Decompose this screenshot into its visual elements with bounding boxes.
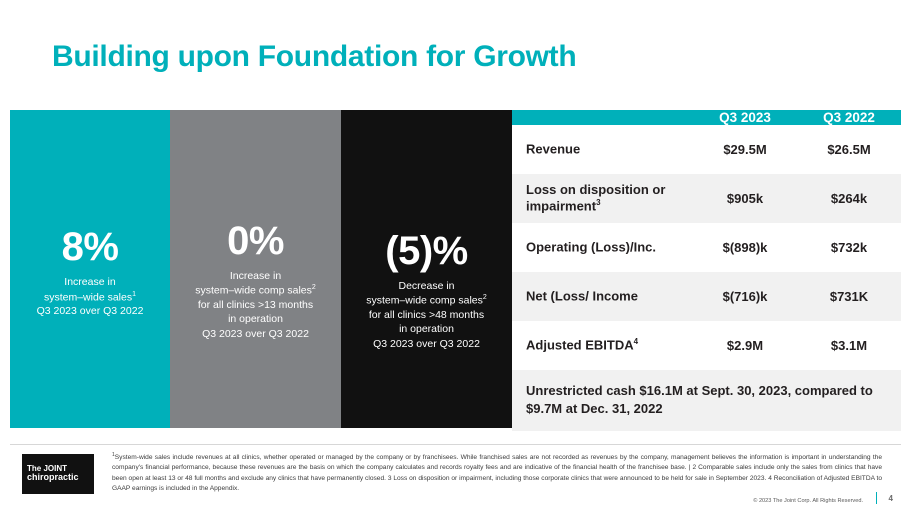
page-title: Building upon Foundation for Growth (52, 40, 577, 73)
row-value-q3-2023: $(898)k (722, 240, 768, 255)
stat-desc-line: for all clinics >48 months (368, 309, 485, 322)
stat-value: (5)% (385, 229, 468, 274)
slide-footer (0, 436, 911, 512)
row-value-q3-2022: $732k (830, 240, 868, 255)
table-row (512, 125, 901, 174)
stat-description (195, 269, 316, 340)
stat-description (366, 279, 487, 350)
copyright-text: © 2023 The Joint Corp. All Rights Reserved. (753, 498, 863, 504)
table-header-q3-2023: Q3 2023 (719, 110, 771, 125)
table-header-q3-2022: Q3 2022 (823, 110, 875, 125)
stat-desc-line: Q3 2023 over Q3 2022 (36, 305, 144, 318)
stat-desc-line: in operation (399, 323, 454, 336)
financials-table (512, 110, 901, 428)
stat-desc-line: in operation (228, 313, 283, 326)
stat-card-comp-sales-48-months (341, 110, 512, 428)
page-number: 4 (888, 494, 893, 503)
row-value-q3-2023: $2.9M (726, 338, 764, 353)
divider (10, 444, 901, 445)
row-label: Revenue (526, 141, 581, 157)
stat-desc-line: Increase in (229, 270, 282, 283)
stat-card-comp-sales-13-months (170, 110, 341, 428)
stat-desc-line: system–wide comp sales$^2$ (366, 294, 487, 307)
stat-value: 0% (227, 219, 284, 264)
stat-desc-line: system–wide sales$^1$ (43, 290, 136, 304)
table-row (512, 272, 901, 321)
table-row (512, 321, 901, 370)
stat-desc-line: Increase in (64, 276, 116, 289)
page-number-divider (876, 492, 877, 504)
table-header-row (512, 110, 901, 125)
table-row (512, 223, 901, 272)
footnotes-text: $^1$System-wide sales include revenues at all clinics, whether operated or managed by the company or by franchisees. While franchised sales are not recorded as revenues by the company, management believes the information is important in understanding the company's financial performance, because these revenues are the basis on which the company calculates and records royalty fees and are indicative of the financial health of the franchisee base. | 2 Comparable sales include only the sales from clinics that have been open at least 13 or 48 full months and exclude any clinics that have permanently closed. 3 Loss on disposition or impairment, including those corporate clinics that were announced to be held for sale in September 2023. 4 Reconciliation of Adjusted EBITDA to GAAP earnings is included in the Appendix. (112, 452, 882, 492)
footnote-marker: 2 (482, 294, 487, 302)
stat-value: 8% (61, 225, 119, 270)
footnote-marker: 1 (132, 290, 136, 298)
row-value-q3-2023: $905k (726, 191, 764, 206)
stat-description (37, 275, 144, 318)
table-row (512, 174, 901, 223)
footnote-marker: 1 (112, 452, 115, 458)
row-value-q3-2023: $29.5M (723, 142, 767, 157)
row-label: Adjusted EBITDA$^4$ (526, 337, 639, 353)
unrestricted-cash-note: Unrestricted cash $16.1M at Sept. 30, 2023, compared to $9.7M at Dec. 31, 2022 (512, 370, 901, 431)
stat-desc-line: system–wide comp sales$^2$ (195, 284, 316, 297)
row-label: Loss on disposition or impairment$^3$ (526, 182, 666, 214)
row-value-q3-2023: $(716)k (722, 289, 768, 304)
row-label: Operating (Loss)/Inc. (526, 239, 657, 255)
row-value-q3-2022: $731K (829, 289, 869, 304)
row-value-q3-2022: $3.1M (830, 338, 868, 353)
stat-desc-line: Decrease in (398, 280, 455, 293)
stat-desc-line: Q3 2023 over Q3 2022 (202, 327, 309, 340)
row-value-q3-2022: $264k (830, 191, 868, 206)
stat-card-system-wide-sales (10, 110, 170, 428)
logo-line-1: The JOINT (27, 464, 68, 474)
company-logo (22, 454, 94, 494)
stat-desc-line: for all clinics >13 months (197, 299, 314, 312)
logo-line-2: chiropractic (27, 472, 79, 483)
stat-desc-line: Q3 2023 over Q3 2022 (373, 337, 480, 350)
row-label: Net (Loss/ Income (526, 288, 638, 304)
footnote-marker: 2 (311, 284, 316, 292)
content-band (10, 110, 901, 428)
row-value-q3-2022: $26.5M (827, 142, 871, 157)
